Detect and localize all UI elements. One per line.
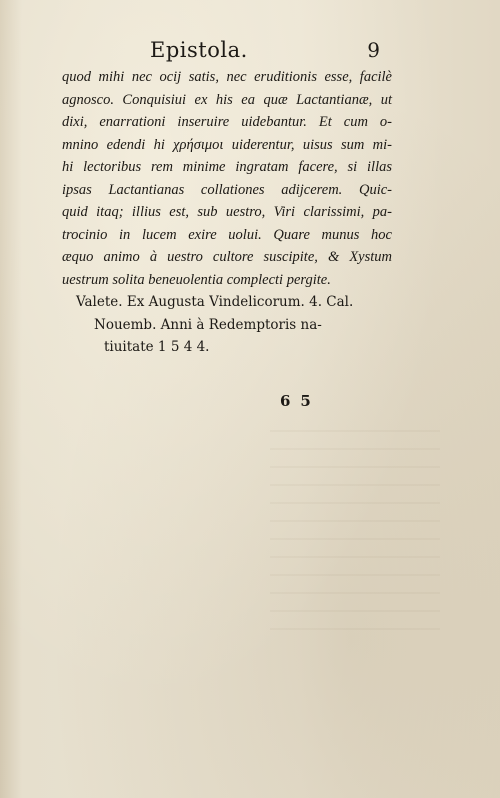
- text-line: dixi, enarrationi inseruire uidebantur. Et cum o-: [62, 114, 392, 130]
- text-line: quid itaq; illius est, sub uestro, Viri clarissimi, pa-: [62, 204, 392, 220]
- text-line: ipsas Lactantianas collationes adijcerem. Quic-: [62, 181, 392, 198]
- text-line: agnosco. Conquisiui ex his ea quæ Lactantianæ, ut: [62, 91, 392, 108]
- text-line: uestrum solita beneuolentia complecti pergite.: [62, 271, 331, 288]
- page-number: 9: [367, 38, 380, 62]
- text-line: mnino edendi hi χρήσιμοι uiderentur, uisus sum mi-: [62, 136, 392, 153]
- text-line: æquo animo à uestro cultore suscipite, & Xystum: [62, 249, 392, 265]
- running-title: Epistola.: [150, 38, 248, 62]
- letter-closing: [76, 291, 353, 359]
- closing-line: tiuitate 1 5 4 4.: [104, 339, 210, 355]
- closing-line: Nouemb. Anni à Redemptoris na-: [94, 316, 322, 333]
- letter-body: [62, 66, 392, 291]
- text-line: hi lectoribus rem minime ingratam facere, si illas: [62, 159, 392, 175]
- closing-line: Valete. Ex Augusta Vindelicorum. 4. Cal.: [76, 294, 354, 310]
- text-line: trocinio in lucem exire uolui. Quare munus hoc: [62, 226, 392, 243]
- page-header: [150, 38, 380, 66]
- printer-ornament: 65: [280, 392, 321, 410]
- text-line: quod mihi nec ocij satis, nec eruditionis esse, facilè: [62, 69, 392, 85]
